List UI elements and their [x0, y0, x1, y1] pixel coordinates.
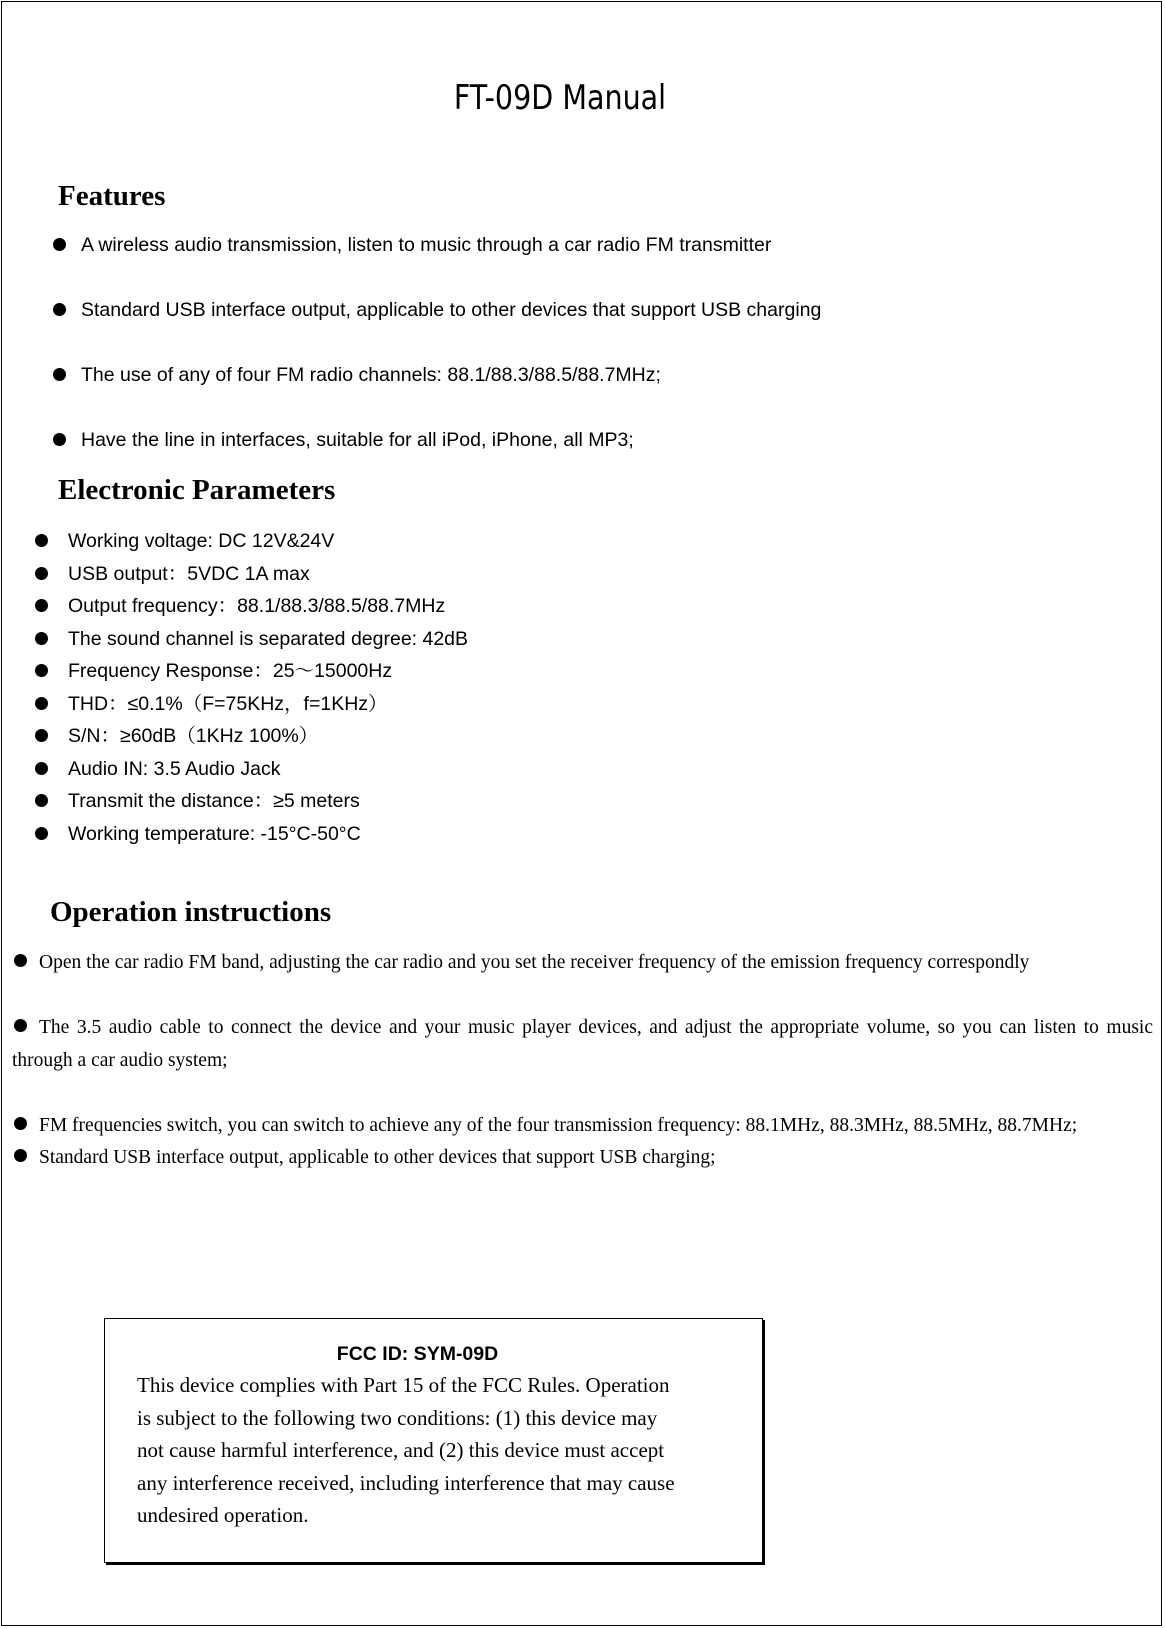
bullet-icon	[35, 664, 48, 677]
list-item	[53, 233, 821, 298]
operation-heading: Operation instructions	[50, 896, 332, 928]
bullet-icon	[35, 567, 48, 580]
bullet-icon	[35, 534, 48, 547]
list-item	[35, 562, 468, 595]
list-item	[35, 757, 468, 790]
parameter-text: Frequency Response：25～15000Hz	[68, 660, 393, 682]
operation-instructions	[12, 947, 1153, 1175]
parameter-text: Working temperature: -15°C-50°C	[68, 822, 361, 845]
instruction-text: Standard USB interface output, applicable to other devices that support USB charging;	[39, 1147, 716, 1168]
list-item	[53, 363, 821, 428]
parameter-text: S/N：≥60dB（1KHz 100%）	[68, 725, 319, 747]
list-item	[53, 298, 821, 363]
bullet-icon	[14, 954, 27, 967]
list-item	[35, 529, 468, 562]
paragraph	[12, 1142, 1153, 1175]
feature-text: Standard USB interface output, applicable to other devices that support USB charging	[81, 299, 822, 321]
parameter-text: Audio IN: 3.5 Audio Jack	[68, 757, 281, 780]
fcc-line: This device complies with Part 15 of the FCC Rules. Operation	[137, 1373, 670, 1397]
list-item	[35, 627, 468, 660]
bullet-icon	[53, 368, 66, 381]
instruction-text: FM frequencies switch, you can switch to achieve any of the four transmission frequency: 88.1MHz, 88.3MHz, 88.5MHz, 88.7MHz;	[39, 1114, 1078, 1136]
parameter-text: Output frequency：88.1/88.3/88.5/88.7MHz	[68, 595, 446, 617]
list-item	[35, 692, 468, 725]
parameter-text: THD：≤0.1%（F=75KHz，f=1KHz）	[68, 692, 388, 715]
fcc-notice-box	[104, 1318, 763, 1563]
bullet-icon	[35, 827, 48, 840]
fcc-id: FCC ID: SYM-09D	[336, 1343, 499, 1365]
bullet-icon	[53, 303, 66, 316]
list-item	[35, 822, 468, 855]
bullet-icon	[35, 632, 48, 645]
parameters-list	[35, 529, 468, 854]
parameter-text: Working voltage: DC 12V&24V	[68, 530, 335, 552]
bullet-icon	[53, 433, 66, 446]
parameters-heading: Electronic Parameters	[58, 474, 336, 506]
feature-text: The use of any of four FM radio channels: 88.1/88.3/88.5/88.7MHz;	[81, 364, 661, 386]
parameter-text: Transmit the distance：≥5 meters	[68, 790, 360, 812]
fcc-statement	[137, 1369, 737, 1532]
parameter-text: The sound channel is separated degree: 42dB	[68, 627, 469, 650]
features-heading: Features	[58, 180, 166, 212]
parameter-text: USB output：5VDC 1A max	[68, 562, 310, 585]
bullet-icon	[35, 729, 48, 742]
list-item	[35, 724, 468, 757]
document-title: FT-09D Manual	[453, 78, 667, 118]
instruction-text: Open the car radio FM band, adjusting the car radio and you set the receiver frequency of the emission frequency correspondly	[39, 952, 1030, 973]
features-list	[53, 233, 821, 493]
instruction-text: The 3.5 audio cable to connect the device and your music player devices, and adjust the appropriate volume, so you can listen to music through a car audio system;	[12, 1017, 1153, 1071]
bullet-icon	[35, 599, 48, 612]
bullet-icon	[14, 1117, 27, 1130]
paragraph	[12, 1012, 1153, 1077]
feature-text: Have the line in interfaces, suitable for all iPod, iPhone, all MP3;	[81, 429, 634, 451]
list-item	[35, 659, 468, 692]
list-item	[35, 789, 468, 822]
bullet-icon	[14, 1149, 27, 1162]
bullet-icon	[53, 238, 66, 251]
feature-text: A wireless audio transmission, listen to music through a car radio FM transmitter	[81, 234, 772, 256]
list-item	[35, 594, 468, 627]
bullet-icon	[35, 794, 48, 807]
fcc-line: undesired operation.	[137, 1503, 309, 1527]
paragraph	[12, 1110, 1153, 1143]
fcc-line: not cause harmful interference, and (2) this device must accept	[137, 1438, 665, 1462]
bullet-icon	[14, 1019, 27, 1032]
bullet-icon	[35, 697, 48, 710]
fcc-line: any interference received, including interference that may cause	[137, 1470, 675, 1495]
bullet-icon	[35, 762, 48, 775]
fcc-line: is subject to the following two conditions: (1) this device may	[137, 1405, 658, 1430]
paragraph	[12, 947, 1153, 980]
